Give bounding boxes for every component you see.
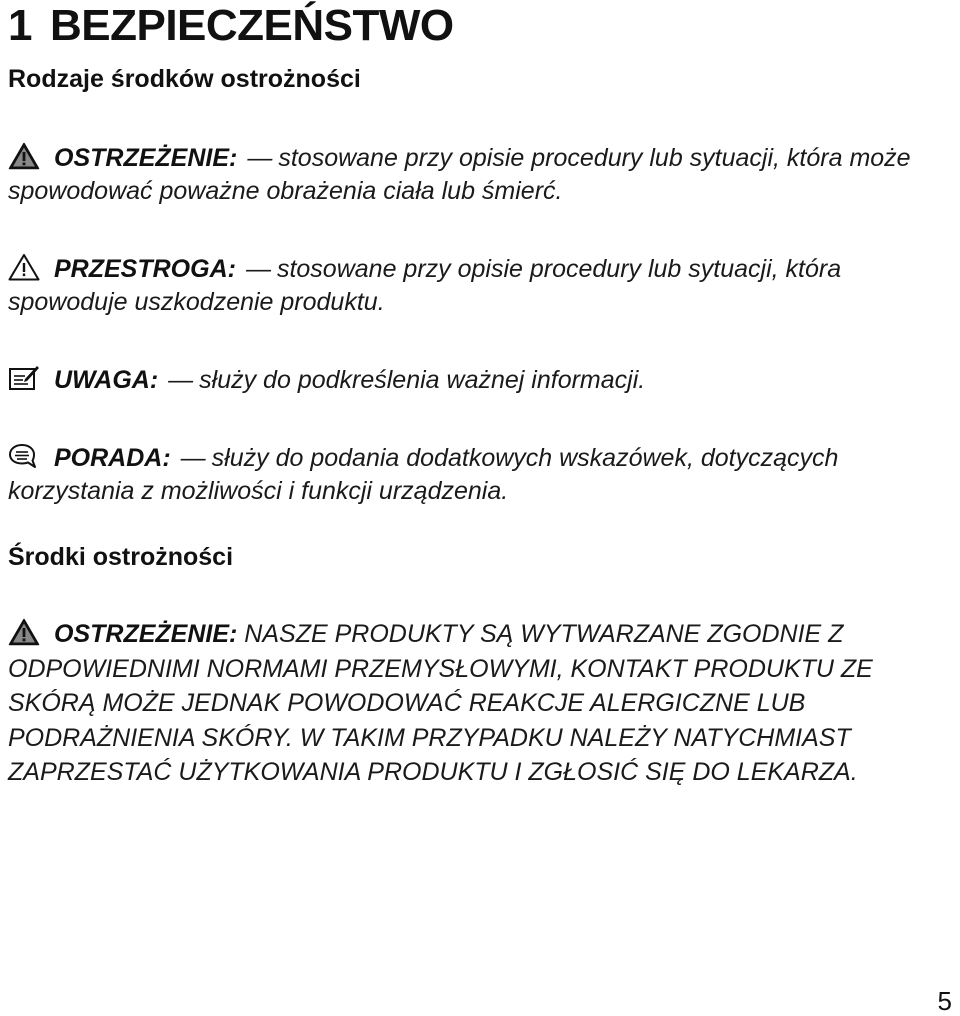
note-pencil-icon <box>8 364 40 392</box>
section-title-precautions: Środki ostrożności <box>8 543 234 571</box>
page-number: 5 <box>937 986 952 1016</box>
allergy-warning-text: NASZE PRODUKTY SĄ WYTWARZANE ZGODNIE Z ODPOWIEDNIMI NORMAMI PRZEMYSŁOWYMI, KONTAKT PRODUKTU ZE SKÓRĄ MOŻE JEDNAK POWODOWAĆ REAKCJE ALERGICZNE LUB PODRAŻNIENIA SKÓRY. W TAKIM PRZYPADKU NALEŻY NATYCHMIAST ZAPRZESTAĆ UŻYTKOWANIA PRODUKTU I ZGŁOSIĆ SIĘ DO LEKARZA. <box>8 620 873 786</box>
warning-text: stosowane przy opisie procedury lub sytuacji, która może spowodować poważne obrażenia ciała lub śmierć. <box>8 144 911 205</box>
caution-dash: — <box>245 255 271 283</box>
allergy-warning-label: OSTRZEŻENIE: <box>54 620 238 648</box>
chapter-title-text: BEZPIECZEŃSTWO <box>49 1 454 50</box>
note-dash: — <box>168 366 194 394</box>
section-title-precaution-types: Rodzaje środków ostrożności <box>8 65 361 93</box>
allergy-warning <box>8 617 938 790</box>
chapter-title <box>8 0 454 52</box>
caution-text: stosowane przy opisie procedury lub sytuacji, która spowoduje uszkodzenie produktu. <box>8 255 842 316</box>
warning-dash: — <box>247 144 273 172</box>
tip-bubble-icon <box>8 442 40 470</box>
warning-filled-icon <box>8 618 40 646</box>
tip-label: PORADA: <box>54 444 171 472</box>
warning-label: OSTRZEŻENIE: <box>54 144 238 172</box>
warning-definition <box>8 142 938 208</box>
caution-outline-icon <box>8 253 40 281</box>
chapter-number: 1 <box>8 1 32 50</box>
tip-text: służy do podania dodatkowych wskazówek, dotyczących korzystania z możliwości i funkcji urządzenia. <box>8 444 839 505</box>
tip-definition <box>8 442 938 508</box>
warning-filled-icon <box>8 142 40 170</box>
caution-definition <box>8 253 938 319</box>
note-label: UWAGA: <box>54 366 159 394</box>
note-definition <box>8 364 938 397</box>
tip-dash: — <box>180 444 206 472</box>
caution-label: PRZESTROGA: <box>54 255 236 283</box>
note-text: służy do podkreślenia ważnej informacji. <box>199 366 646 394</box>
